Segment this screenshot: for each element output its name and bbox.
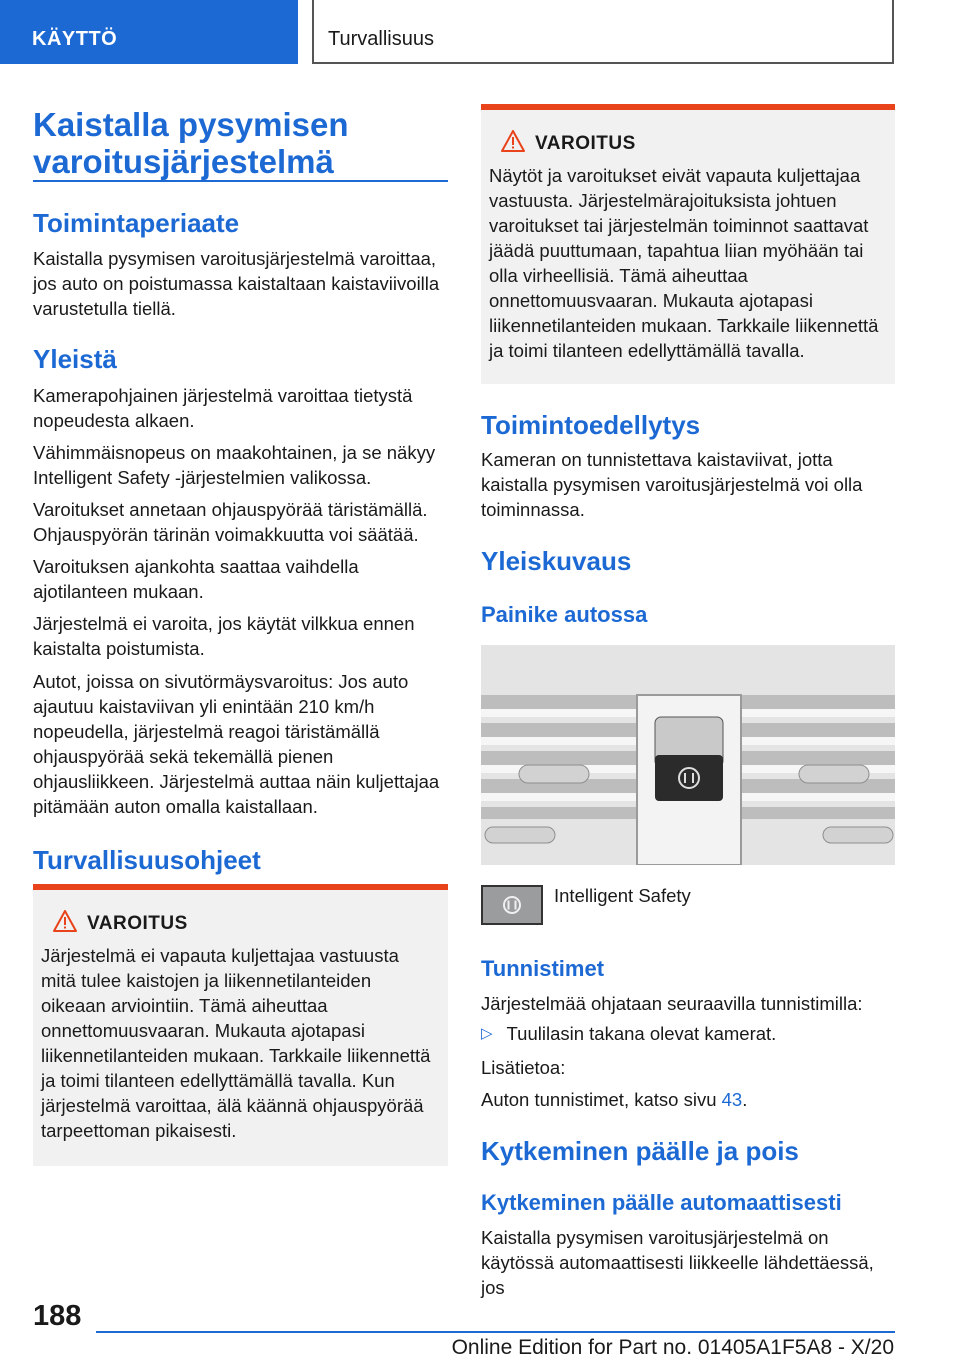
condition-text: Kameran on tunnistettava kaistaviivat, jotta kaistalla pysymisen varoitusjärjestelmä voi olla toiminnassa. [481,449,863,520]
warning-title: VAROITUS [87,912,188,934]
page-title: Kaistalla pysymisen varoitusjärjestelmä [33,106,349,180]
sensors-list-item [481,1021,895,1046]
sensors-heading: Tunnistimet [481,956,605,981]
reference-end: . [742,1089,748,1110]
warning-text: Järjestelmä ei vapauta kuljettajaa vastuusta mitä tulee kaistojen ja liikennetilanteiden oikeaan arviointiin. Tämä aiheuttaa onnettomuusvaaran. Mukauta ajotapasi liikennetilanteiden mukaan. Tarkkaile liikennettä ja toimi tilanteen edellyttämällä tavalla. Kun järjestelmä varoittaa, älä käännä ohjauspyörää tarpeettoman pikaisesti. [41,945,431,1141]
reference-page-link[interactable]: 43 [721,1089,743,1110]
footer-edition: Online Edition for Part no. 01405A1F5A8 - X/20 [451,1336,894,1359]
auto-text: Kaistalla pysymisen varoitusjärjestelmä on käytössä automaattisesti liikkeelle lähdettäessä, jos [481,1227,874,1298]
chapter-title: Turvallisuus [312,0,894,64]
warning-text: Näytöt ja varoitukset eivät vapauta kuljettajaa vastuusta. Järjestelmärajoituksista johtuen varoitukset tai järjestelmän toiminnot saattavat jäädä puuttumaan, tapahtua liian myöhään tai olla virheellisiä. Tämä aiheuttaa onnettomuusvaaran. Mukauta ajotapasi liikennetilanteiden mukaan. Tarkkaile liikennettä ja toimi tilanteen edellyttämällä tavalla. [489,165,879,361]
reference-text: Auton tunnistimet, katso sivu [481,1089,722,1110]
sensors-bullet-text: Tuulilasin takana olevat kamerat. [506,1023,777,1044]
general-paragraph-6: Autot, joissa on sivutörmäysvaroitus: Jos auto ajautuu kaistaviivan yli enintään 210 km/h nopeudella, järjestelmä reagoi täristämällä ohjauspyörää sekä tekemällä pienen ohjausliikkeen. Järjestelmä auttaa näin kuljettajaa pitämään auton omalla kaistallaan. [33,671,440,817]
section-tab[interactable]: KÄYTTÖ [0,0,298,64]
button-photo [481,645,895,865]
principle-text: Kaistalla pysymisen varoitusjärjestelmä varoittaa, jos auto on poistumassa kaistaltaan kaistaviivoilla varustetulla tiellä. [33,248,440,319]
safety-heading: Turvallisuusohjeet [33,845,261,875]
onoff-heading: Kytkeminen päälle ja pois [481,1136,799,1166]
footer-rule [96,1331,895,1333]
warning-triangle-icon [53,910,77,937]
warning-box-right [481,104,895,384]
title-rule [33,180,448,182]
button-caption: Intelligent Safety [554,885,691,906]
principle-heading: Toimintaperiaate [33,208,240,238]
page-reference [481,1087,895,1112]
warning-title: VAROITUS [535,132,636,154]
button-heading: Painike autossa [481,602,648,627]
warning-triangle-icon [501,130,525,157]
sensors-text: Järjestelmää ohjataan seuraavilla tunnistimilla: [481,993,863,1014]
general-heading: Yleistä [33,344,117,374]
bullet-triangle-icon: ▷ [481,1025,493,1042]
auto-heading: Kytkeminen päälle automaattisesti [481,1190,842,1215]
general-paragraph-3: Varoitukset annetaan ohjauspyörää täristämällä. Ohjauspyörän tärinän voimakkuutta voi säätää. [33,499,428,545]
condition-heading: Toimintoedellytys [481,410,701,440]
general-paragraph-1: Kamerapohjainen järjestelmä varoittaa tietystä nopeudesta alkaen. [33,385,413,431]
overview-heading: Yleiskuvaus [481,546,632,576]
more-info-label: Lisätietoa: [481,1057,566,1078]
general-paragraph-2: Vähimmäisnopeus on maakohtainen, ja se näkyy Intelligent Safety -järjestelmien valikossa. [33,442,436,488]
general-paragraph-4: Varoituksen ajankohta saattaa vaihdella ajotilanteen mukaan. [33,556,359,602]
intelligent-safety-button-icon [481,885,543,925]
general-paragraph-5: Järjestelmä ei varoita, jos käytät vilkkua ennen kaistalta poistumista. [33,613,415,659]
warning-box-left [33,884,448,1166]
page-number: 188 [33,1300,82,1332]
